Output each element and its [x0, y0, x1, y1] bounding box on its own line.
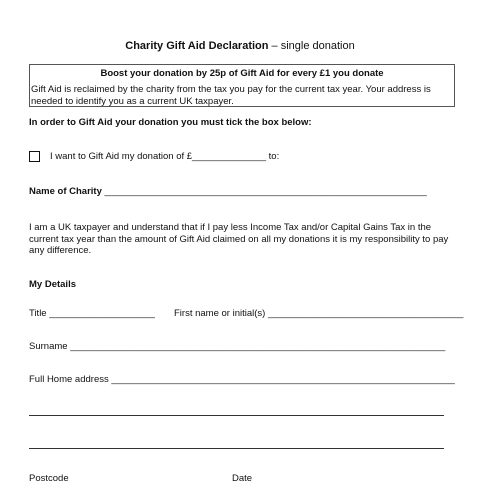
address-field[interactable]: _________________________________________________________________ [111, 374, 455, 385]
first-name-row [174, 308, 463, 319]
address-label: Full Home address [29, 374, 109, 385]
intro-box [29, 64, 455, 107]
address-line-3[interactable] [29, 448, 444, 449]
charity-name-label: Name of Charity [29, 186, 102, 197]
address-line-2[interactable] [29, 415, 444, 416]
first-name-label: First name or initial(s) [174, 308, 266, 319]
my-details-heading: My Details [29, 279, 76, 290]
tick-statement: I want to Gift Aid my donation of £______________ to: [50, 151, 280, 162]
title-label: Title [29, 308, 47, 319]
intro-box-text: Gift Aid is reclaimed by the charity from the tax you pay for the current tax year. Your address is needed to identify you as a current UK taxpayer. [31, 84, 431, 107]
intro-box-heading: Boost your donation by 25p of Gift Aid for every £1 you donate [100, 68, 384, 79]
first-name-field[interactable]: _____________________________________ [267, 308, 464, 319]
page-title-bold: Charity Gift Aid Declaration [125, 40, 269, 52]
page-title [0, 40, 480, 52]
instruction-text: In order to Gift Aid your donation you must tick the box below: [29, 117, 312, 128]
title-row [29, 308, 155, 319]
postcode-label: Postcode [29, 473, 69, 484]
surname-field[interactable]: _______________________________________________________________________ [70, 341, 446, 352]
charity-name-field[interactable]: _____________________________________________________________ [104, 186, 427, 197]
gift-aid-checkbox[interactable] [29, 151, 40, 162]
title-field[interactable]: ____________________ [49, 308, 155, 319]
taxpayer-declaration: I am a UK taxpayer and understand that if I pay less Income Tax and/or Capital Gains Tax in the current tax year than the amount of Gift Aid claimed on all my donations it is my responsibility to pay any difference. [29, 222, 449, 256]
date-label: Date [232, 473, 253, 484]
surname-row [29, 341, 445, 352]
surname-label: Surname [29, 341, 68, 352]
page-title-rest: – single donation [268, 40, 355, 52]
charity-name-row [29, 186, 427, 197]
address-row [29, 374, 455, 385]
